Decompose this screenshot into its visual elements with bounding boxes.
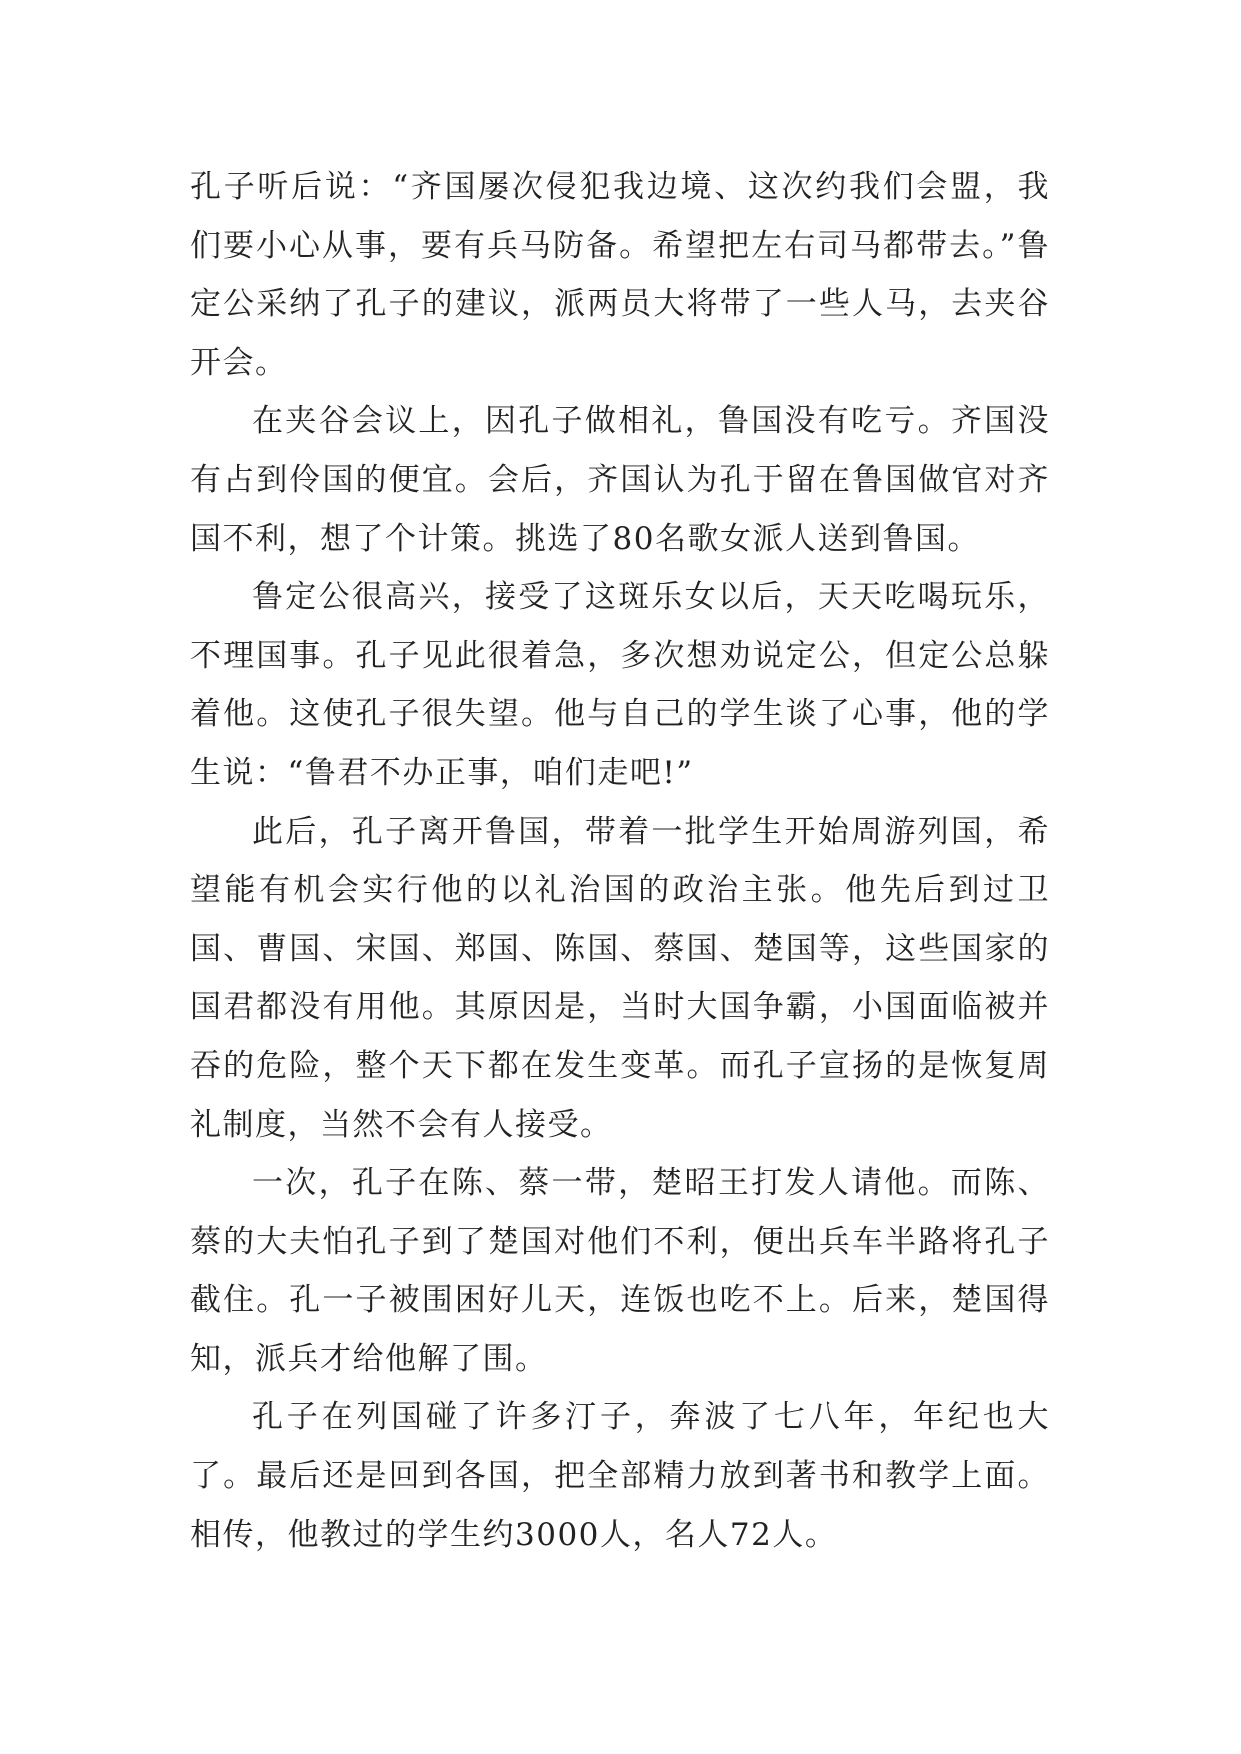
paragraph-1: 孔子听后说：“齐国屡次侵犯我边境、这次约我们会盟，我们要小心从事，要有兵马防备。希望把左右司马都带去。”鲁定公采纳了孔子的建议，派两员大将带了一些人马，去夹谷开会。 [190, 169, 1050, 381]
paragraph-3: 鲁定公很高兴，接受了这斑乐女以后，天天吃喝玩乐，不理国事。孔子见此很着急，多次想劝说定公，但定公总躲着他。这使孔子很失望。他与自己的学生谈了心事，他的学生说：“鲁君不办正事，咱们走吧!” [190, 579, 1050, 791]
paragraph-5: 一次，孔子在陈、蔡一带，楚昭王打发人请他。而陈、蔡的大夫怕孔子到了楚国对他们不利，便出兵车半路将孔子截住。孔一子被围困好儿天，连饭也吃不上。后来，楚国得知，派兵才给他解了围。 [190, 1165, 1050, 1377]
paragraph-4: 此后，孔子离开鲁国，带着一批学生开始周游列国，希望能有机会实行他的以礼治国的政治主张。他先后到过卫国、曹国、宋国、郑国、陈国、蔡国、楚国等，这些国家的国君都没有用他。其原因是，当时大国争霸，小国面临被并吞的危险，整个天下都在发生变革。而孔子宣扬的是恢复周礼制度，当然不会有人接受。 [190, 813, 1050, 1143]
document-body [190, 158, 1050, 1564]
paragraph-6: 孔子在列国碰了许多汀子，奔波了七八年，年纪也大了。最后还是回到各国，把全部精力放到著书和教学上面。相传，他教过的学生约3000人，名人72人。 [190, 1399, 1050, 1553]
paragraph-2: 在夹谷会议上，因孔子做相礼，鲁国没有吃亏。齐国没有占到伶国的便宜。会后，齐国认为孔于留在鲁国做官对齐国不利，想了个计策。挑选了80名歌女派人送到鲁国。 [190, 403, 1050, 557]
